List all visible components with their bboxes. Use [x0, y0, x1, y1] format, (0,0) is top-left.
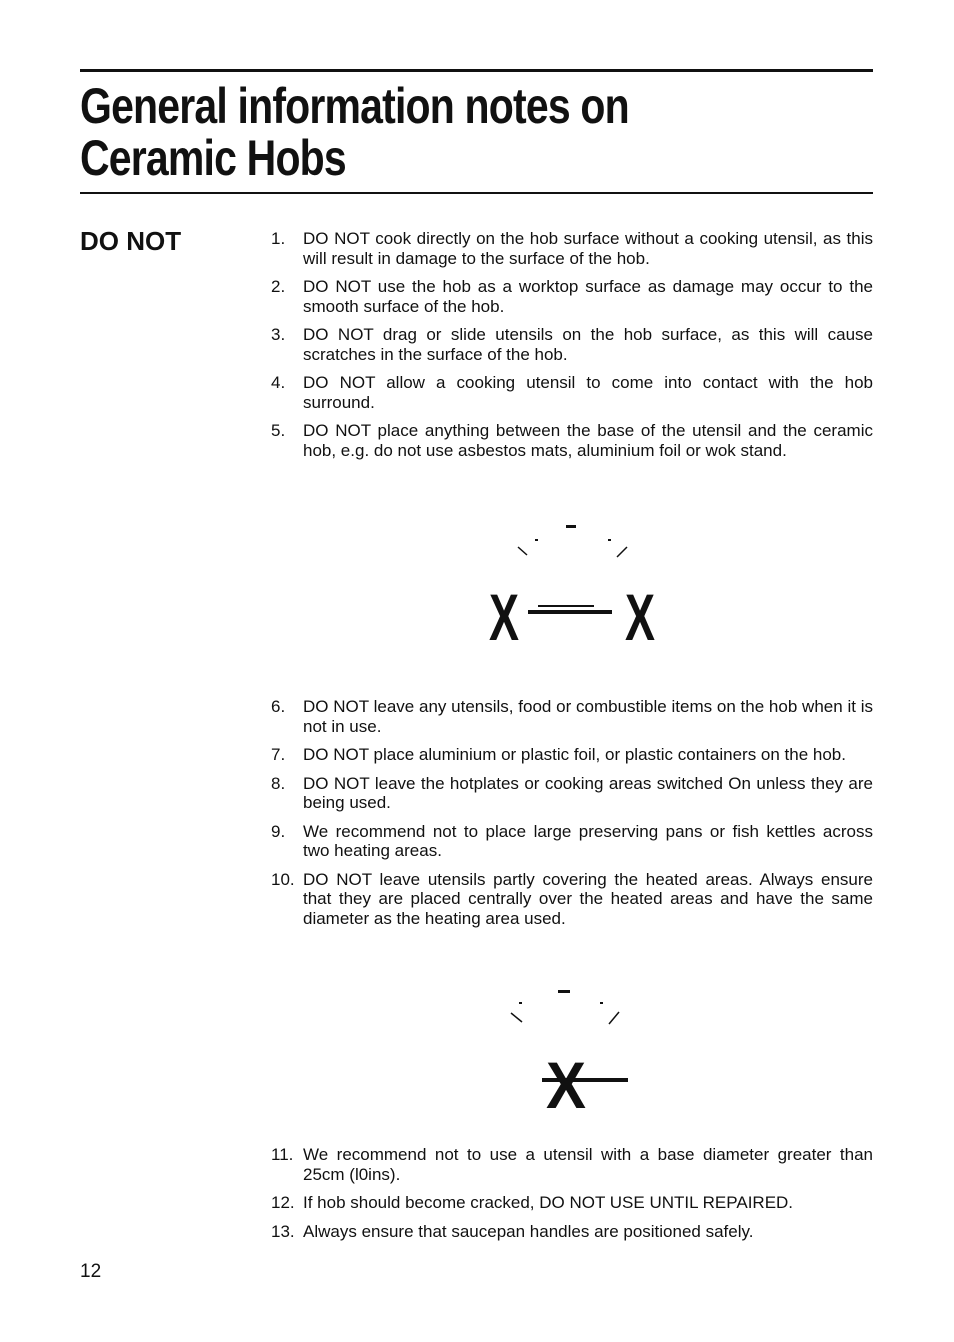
- item-text: We recommend not to use a utensil with a base diameter greater than 25cm (l0ins).: [303, 1145, 873, 1184]
- item-text: DO NOT use the hob as a worktop surface as damage may occur to the smooth surface of the hob.: [303, 277, 873, 316]
- list-item: [271, 822, 873, 861]
- list-item: [271, 373, 873, 412]
- item-number: 3.: [271, 325, 286, 344]
- list-item: [271, 277, 873, 316]
- list-item: [271, 697, 873, 736]
- list-item: [271, 325, 873, 364]
- item-text: DO NOT cook directly on the hob surface without a cooking utensil, as this will result in damage to the surface of the hob.: [303, 229, 873, 268]
- item-text: DO NOT place aluminium or plastic foil, or plastic containers on the hob.: [303, 745, 846, 764]
- list-item: [271, 1145, 873, 1184]
- item-number: 2.: [271, 277, 286, 296]
- item-number: 11.: [271, 1145, 294, 1164]
- page-number: 12: [80, 1261, 102, 1282]
- item-number: 13.: [271, 1221, 295, 1241]
- warnings-list-1: [271, 229, 873, 469]
- item-number: 8.: [271, 773, 286, 793]
- title-bottom-rule: [80, 192, 873, 194]
- list-item: [271, 1222, 873, 1242]
- page-title: [80, 80, 730, 184]
- item-text: DO NOT leave utensils partly covering the heated areas. Always ensure that they are placed centrally over the heated areas and have the same diameter as the heating area used.: [303, 869, 873, 928]
- item-text: Always ensure that saucepan handles are positioned safely.: [303, 1221, 754, 1241]
- cross-mark: X: [546, 1048, 586, 1112]
- section-heading: DO NOT: [80, 226, 182, 256]
- item-text: DO NOT allow a cooking utensil to come into contact with the hob surround.: [303, 373, 873, 412]
- item-number: 9.: [271, 821, 286, 841]
- item-text: If hob should become cracked, DO NOT USE UNTIL REPAIRED.: [303, 1193, 794, 1212]
- item-number: 1.: [271, 229, 286, 248]
- cross-mark-left: X: [489, 580, 519, 645]
- list-item: [271, 774, 873, 813]
- item-text: DO NOT place anything between the base of the utensil and the ceramic hob, e.g. do not use asbestos mats, aluminium foil or wok stand.: [303, 421, 873, 460]
- warnings-list-2: [271, 697, 873, 937]
- top-rule: [80, 69, 873, 72]
- title-line-2: Ceramic Hobs: [80, 130, 346, 186]
- off-centre-pan-crossed-icon: [500, 982, 640, 1112]
- cross-mark-right: X: [625, 580, 655, 645]
- warnings-list-3: [271, 1145, 873, 1250]
- item-number: 4.: [271, 373, 286, 392]
- item-number: 12.: [271, 1193, 295, 1212]
- item-number: 7.: [271, 745, 286, 764]
- item-text: We recommend not to place large preserving pans or fish kettles across two heating areas.: [303, 821, 873, 860]
- list-item: [271, 745, 873, 765]
- item-text: DO NOT leave the hotplates or cooking areas switched On unless they are being used.: [303, 773, 873, 812]
- list-item: [271, 421, 873, 460]
- pan-on-mat-crossed-icon: [480, 515, 670, 645]
- item-text: DO NOT leave any utensils, food or combustible items on the hob when it is not in use.: [303, 697, 873, 736]
- list-item: [271, 229, 873, 268]
- item-number: 10.: [271, 869, 295, 889]
- title-line-1: General information notes on: [80, 78, 629, 134]
- item-number: 5.: [271, 421, 286, 440]
- list-item: [271, 870, 873, 929]
- item-text: DO NOT drag or slide utensils on the hob surface, as this will cause scratches in the surface of the hob.: [303, 325, 873, 364]
- list-item: [271, 1193, 873, 1213]
- item-number: 6.: [271, 697, 286, 716]
